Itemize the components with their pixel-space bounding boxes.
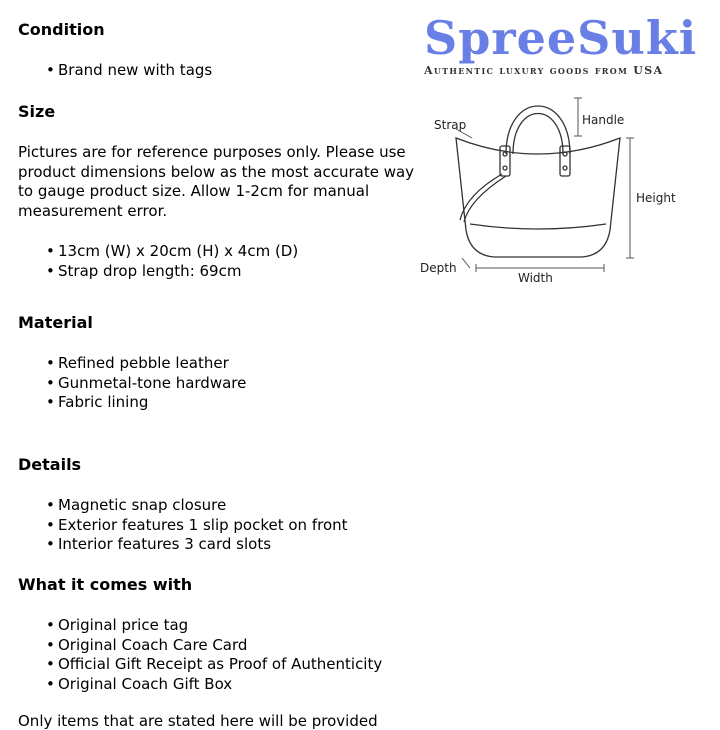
logo-tagline: Authentic luxury goods from USA xyxy=(424,64,664,77)
list-item: • Original Coach Gift Box xyxy=(46,675,382,695)
bag-outline-icon xyxy=(456,106,620,257)
list-item: • 13cm (W) x 20cm (H) x 4cm (D) xyxy=(46,242,298,262)
spreesuki-logo xyxy=(424,10,716,77)
list-item: • Fabric lining xyxy=(46,393,246,413)
size-list xyxy=(46,242,298,281)
list-item: • Strap drop length: 69cm xyxy=(46,262,298,282)
details-list xyxy=(46,496,348,555)
logo-title: SpreeSuki xyxy=(424,11,698,65)
list-item: • Official Gift Receipt as Proof of Authenticity xyxy=(46,655,382,675)
width-label: Width xyxy=(518,271,553,285)
list-item: • Gunmetal-tone hardware xyxy=(46,374,246,394)
list-item: • Original Coach Care Card xyxy=(46,636,382,656)
depth-label: Depth xyxy=(420,261,457,275)
list-item: • Interior features 3 card slots xyxy=(46,535,348,555)
comes-with-heading: What it comes with xyxy=(18,575,193,594)
condition-heading: Condition xyxy=(18,20,105,39)
list-item: • Original price tag xyxy=(46,616,382,636)
material-heading: Material xyxy=(18,313,93,332)
size-heading: Size xyxy=(18,102,56,121)
strap-label: Strap xyxy=(434,118,467,132)
list-item: • Exterior features 1 slip pocket on front xyxy=(46,516,348,536)
condition-list xyxy=(46,61,212,81)
details-heading: Details xyxy=(18,455,82,474)
bag-dimension-diagram xyxy=(414,92,714,292)
height-label: Height xyxy=(636,191,676,205)
handle-label: Handle xyxy=(582,113,625,127)
material-list xyxy=(46,354,246,413)
footer-note: Only items that are stated here will be provided xyxy=(18,712,378,730)
comes-with-list xyxy=(46,616,382,694)
list-item: • Brand new with tags xyxy=(46,61,212,81)
list-item: • Magnetic snap closure xyxy=(46,496,348,516)
list-item: • Refined pebble leather xyxy=(46,354,246,374)
size-note: Pictures are for reference purposes only. Please use product dimensions below as the most accurate way to gauge product size. Allow 1-2cm for manual measurement error. xyxy=(18,143,415,220)
